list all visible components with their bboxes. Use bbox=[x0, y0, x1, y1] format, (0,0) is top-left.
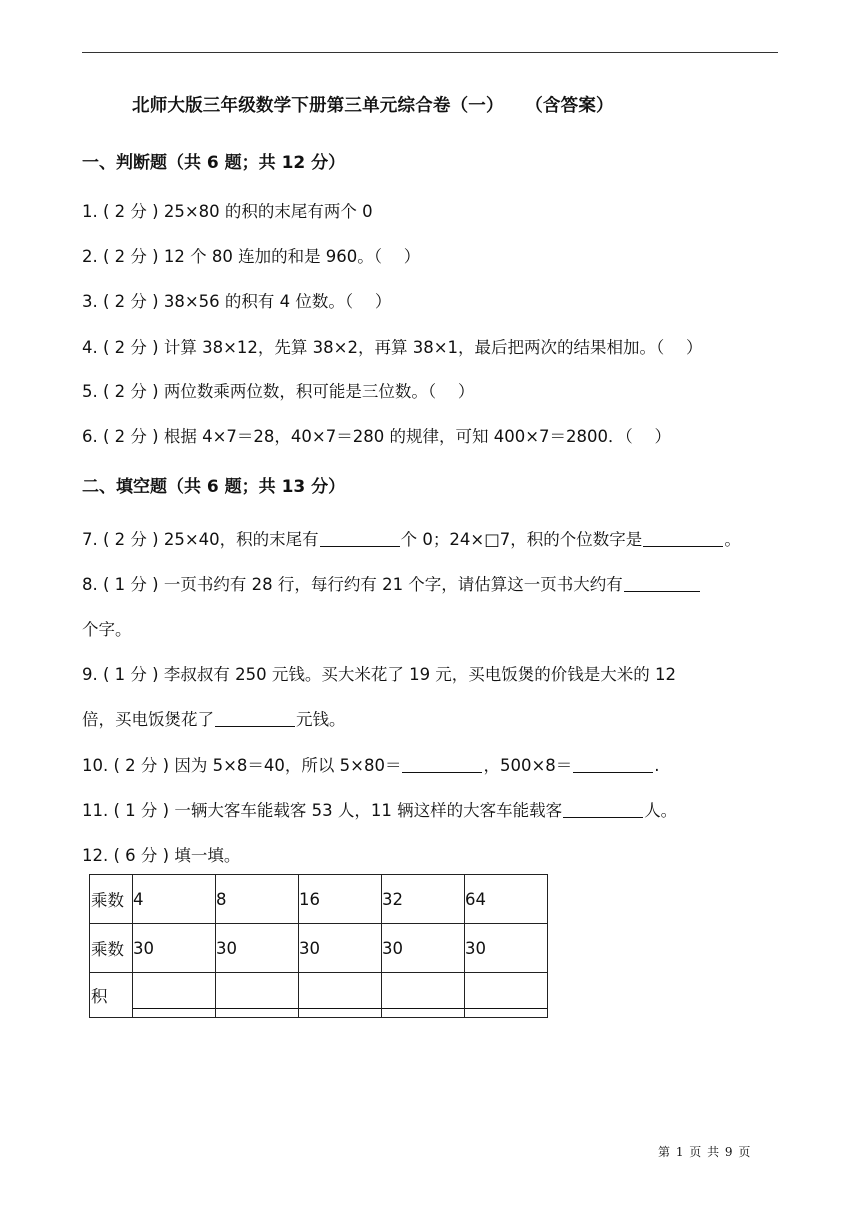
answer-blank[interactable] bbox=[216, 996, 298, 1009]
table-cell: 4 bbox=[133, 875, 216, 924]
page-footer: 第 1 页 共 9 页 bbox=[658, 1145, 752, 1159]
table-row-multiplier-1 bbox=[90, 875, 548, 924]
answer-blank[interactable] bbox=[643, 530, 723, 547]
table-row-product bbox=[90, 973, 548, 1018]
answer-blank[interactable] bbox=[215, 710, 295, 727]
answer-blank[interactable] bbox=[563, 801, 643, 818]
product-cell[interactable] bbox=[216, 973, 299, 1018]
table-cell: 8 bbox=[216, 875, 299, 924]
product-cell[interactable] bbox=[299, 973, 382, 1018]
multiplication-table bbox=[89, 874, 548, 1018]
table-row-multiplier-2 bbox=[90, 924, 548, 973]
question-7-text-c: 。 bbox=[724, 530, 741, 549]
question-9-text-c: 元钱。 bbox=[296, 710, 346, 729]
answer-blank[interactable] bbox=[133, 996, 215, 1009]
question-10-text-a: 10. ( 2 分 ) 因为 5×8＝40，所以 5×80＝ bbox=[82, 756, 402, 775]
question-4: 4. ( 2 分 ) 计算 38×12，先算 38×2，再算 38×1，最后把两次的结果相加。（ ） bbox=[82, 338, 703, 357]
answer-blank[interactable] bbox=[320, 530, 400, 547]
section-heading-fill-in: 二、填空题（共 6 题；共 13 分） bbox=[82, 477, 346, 497]
question-9-continued bbox=[82, 706, 346, 730]
question-1: 1. ( 2 分 ) 25×80 的积的末尾有两个 0 bbox=[82, 202, 373, 221]
question-8-text-a: 8. ( 1 分 ) 一页书约有 28 行，每行约有 21 个字，请估算这一页书大约有 bbox=[82, 575, 623, 594]
question-9: 9. ( 1 分 ) 李叔叔有 250 元钱。买大米花了 19 元，买电饭煲的价钱是大米的 12 bbox=[82, 665, 677, 684]
answer-blank[interactable] bbox=[624, 575, 700, 592]
row-header: 乘数 bbox=[90, 875, 133, 924]
question-3: 3. ( 2 分 ) 38×56 的积有 4 位数。（ ） bbox=[82, 292, 392, 311]
question-11-text-a: 11. ( 1 分 ) 一辆大客车能载客 53 人，11 辆这样的大客车能载客 bbox=[82, 801, 563, 820]
answer-blank[interactable] bbox=[402, 756, 482, 773]
product-cell[interactable] bbox=[382, 973, 465, 1018]
header-rule bbox=[82, 52, 778, 53]
question-7 bbox=[82, 526, 741, 550]
answer-blank[interactable] bbox=[382, 996, 464, 1009]
question-11 bbox=[82, 797, 677, 821]
answer-blank[interactable] bbox=[299, 996, 381, 1009]
page-title: 北师大版三年级数学下册第三单元综合卷（一） （含答案） bbox=[132, 96, 614, 116]
section-heading-judgement: 一、判断题（共 6 题；共 12 分） bbox=[82, 153, 346, 173]
answer-blank[interactable] bbox=[573, 756, 653, 773]
question-6: 6. ( 2 分 ) 根据 4×7＝28，40×7＝280 的规律，可知 400×7＝2800．（ ） bbox=[82, 427, 672, 446]
product-cell[interactable] bbox=[133, 973, 216, 1018]
question-10-text-c: . bbox=[654, 756, 660, 775]
table-cell: 30 bbox=[133, 924, 216, 973]
row-header: 乘数 bbox=[90, 924, 133, 973]
question-8 bbox=[82, 571, 701, 595]
table-cell: 32 bbox=[382, 875, 465, 924]
table-cell: 64 bbox=[465, 875, 548, 924]
question-7-text-a: 7. ( 2 分 ) 25×40，积的末尾有 bbox=[82, 530, 319, 549]
row-header: 积 bbox=[90, 973, 133, 1018]
table-cell: 30 bbox=[299, 924, 382, 973]
question-7-text-b: 个 0；24×□7，积的个位数字是 bbox=[400, 530, 643, 549]
question-11-text-b: 人。 bbox=[644, 801, 678, 820]
product-cell[interactable] bbox=[465, 973, 548, 1018]
question-8-continued: 个字。 bbox=[82, 620, 132, 639]
question-2: 2. ( 2 分 ) 12 个 80 连加的和是 960。（ ） bbox=[82, 247, 421, 266]
answer-blank[interactable] bbox=[465, 996, 547, 1009]
question-10 bbox=[82, 752, 660, 776]
question-9-text-b: 倍，买电饭煲花了 bbox=[82, 710, 214, 729]
question-12: 12. ( 6 分 ) 填一填。 bbox=[82, 846, 241, 865]
table-cell: 30 bbox=[465, 924, 548, 973]
table-cell: 30 bbox=[382, 924, 465, 973]
table-cell: 16 bbox=[299, 875, 382, 924]
table-cell: 30 bbox=[216, 924, 299, 973]
question-5: 5. ( 2 分 ) 两位数乘两位数，积可能是三位数。（ ） bbox=[82, 382, 475, 401]
question-10-text-b: ，500×8＝ bbox=[483, 756, 573, 775]
